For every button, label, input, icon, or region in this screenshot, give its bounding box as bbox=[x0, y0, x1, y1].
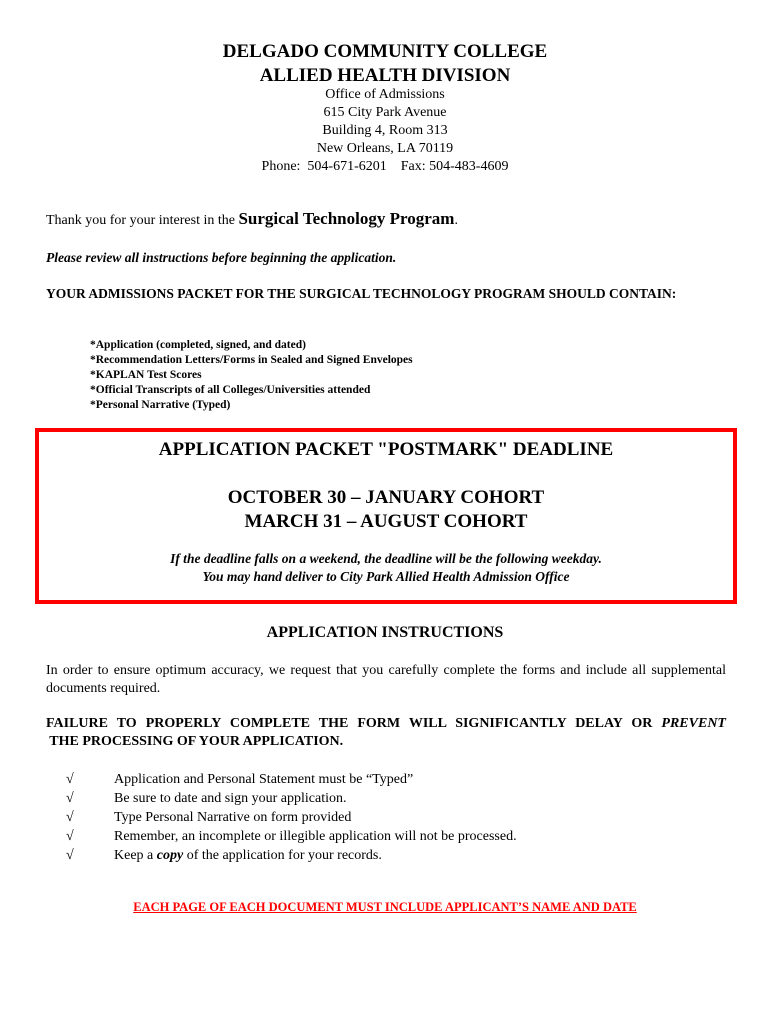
list-item: *Official Transcripts of all Colleges/Universities attended bbox=[90, 384, 371, 396]
letterhead bbox=[0, 40, 770, 88]
packet-heading: YOUR ADMISSIONS PACKET FOR THE SURGICAL TECHNOLOGY PROGRAM SHOULD CONTAIN: bbox=[46, 286, 677, 301]
checkmark-icon: √ bbox=[66, 791, 74, 806]
list-item: *Personal Narrative (Typed) bbox=[90, 399, 231, 411]
address-line: New Orleans, LA 70119 bbox=[316, 141, 454, 156]
address-line: Building 4, Room 313 bbox=[322, 123, 448, 138]
list-item: *KAPLAN Test Scores bbox=[90, 369, 202, 381]
checklist bbox=[66, 770, 517, 865]
address-line: 615 City Park Avenue bbox=[323, 105, 447, 120]
cohort-dates bbox=[39, 486, 733, 534]
checkmark-icon: √ bbox=[66, 829, 74, 844]
checkmark-icon: √ bbox=[66, 810, 74, 825]
copy-emphasis: copy bbox=[156, 848, 184, 863]
checklist-item bbox=[66, 846, 517, 865]
checklist-text: Type Personal Narrative on form provided bbox=[114, 810, 352, 825]
checkmark-icon: √ bbox=[66, 772, 74, 787]
deadline-title: APPLICATION PACKET "POSTMARK" DEADLINE bbox=[158, 439, 614, 460]
address-line: Office of Admissions bbox=[325, 87, 445, 102]
college-name: DELGADO COMMUNITY COLLEGE bbox=[222, 41, 548, 62]
checklist-item bbox=[66, 808, 517, 827]
deadline-notes bbox=[39, 550, 733, 586]
address-block bbox=[0, 86, 770, 176]
checklist-text bbox=[114, 846, 382, 865]
list-item: *Application (completed, signed, and dated) bbox=[90, 339, 306, 351]
checklist-item bbox=[66, 827, 517, 846]
division-name: ALLIED HEALTH DIVISION bbox=[259, 65, 511, 86]
january-cohort: OCTOBER 30 – JANUARY COHORT bbox=[227, 487, 545, 508]
phone-fax-line: Phone: 504-671-6201 Fax: 504-483-4609 bbox=[261, 159, 509, 174]
failure-warning bbox=[46, 715, 726, 751]
instructions-title: APPLICATION INSTRUCTIONS bbox=[266, 624, 504, 641]
thanks-prefix: Thank you for your interest in the bbox=[46, 213, 239, 228]
keep-suffix: of the application for your records. bbox=[183, 848, 382, 863]
review-notice: Please review all instructions before beginning the application. bbox=[46, 250, 397, 265]
checklist-text: Application and Personal Statement must be “Typed” bbox=[114, 772, 414, 787]
weekend-note: If the deadline falls on a weekend, the deadline will be the following weekday. bbox=[170, 551, 602, 566]
keep-prefix: Keep a bbox=[114, 848, 157, 863]
checklist-item bbox=[66, 770, 517, 789]
failure-prefix: FAILURE TO PROPERLY COMPLETE THE FORM WILL SIGNIFICANTLY DELAY OR bbox=[46, 716, 662, 731]
order-paragraph: In order to ensure optimum accuracy, we request that you carefully complete the forms and include all supplemental documents required. bbox=[46, 663, 726, 696]
checkmark-icon: √ bbox=[66, 848, 74, 863]
checklist-text: Be sure to date and sign your application. bbox=[114, 791, 347, 806]
hand-deliver-note: You may hand deliver to City Park Allied Health Admission Office bbox=[202, 569, 570, 584]
deadline-box bbox=[35, 428, 737, 604]
checklist-item bbox=[66, 789, 517, 808]
thanks-line bbox=[46, 210, 726, 230]
program-name: Surgical Technology Program bbox=[238, 209, 455, 228]
name-date-requirement: EACH PAGE OF EACH DOCUMENT MUST INCLUDE APPLICANT’S NAME AND DATE bbox=[133, 900, 637, 914]
august-cohort: MARCH 31 – AUGUST COHORT bbox=[244, 511, 528, 532]
failure-suffix: THE PROCESSING OF YOUR APPLICATION. bbox=[46, 734, 344, 749]
thanks-suffix: . bbox=[454, 213, 458, 228]
list-item: *Recommendation Letters/Forms in Sealed and Signed Envelopes bbox=[90, 354, 413, 366]
checklist-text: Remember, an incomplete or illegible application will not be processed. bbox=[114, 829, 517, 844]
failure-italic: PREVENT bbox=[661, 716, 726, 731]
packet-list bbox=[90, 338, 413, 413]
